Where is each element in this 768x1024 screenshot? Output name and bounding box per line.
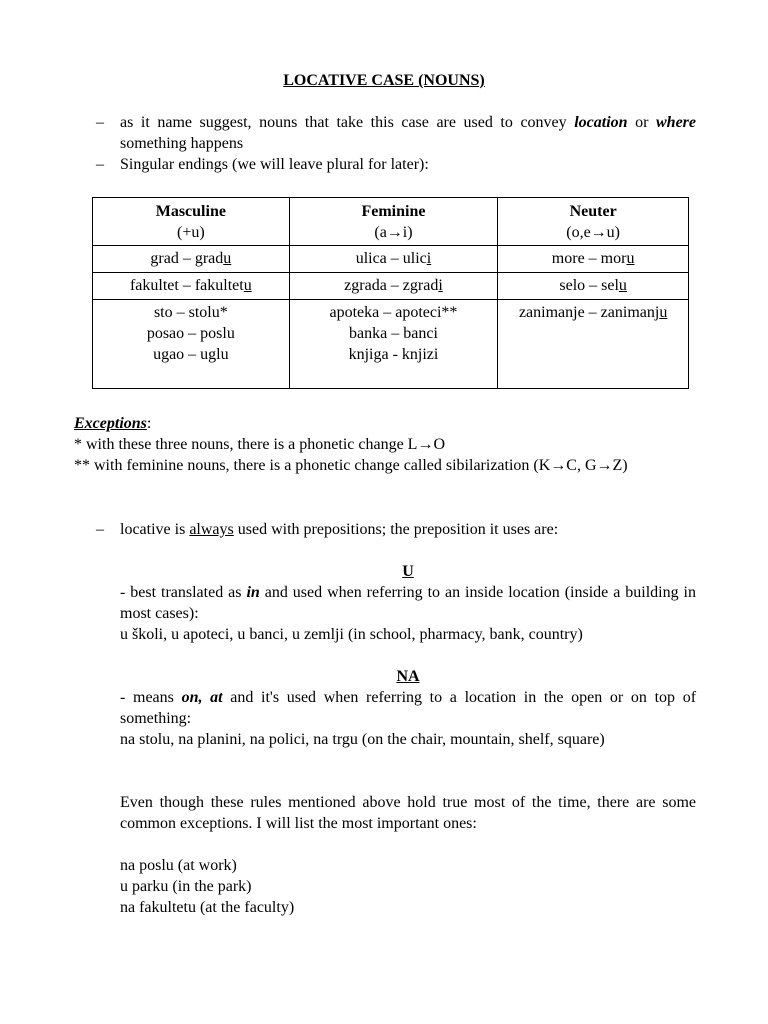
table-cell: zgrada – zgradi [289, 273, 498, 300]
endings-table [92, 197, 689, 389]
common-exceptions-intro: Even though these rules mentioned above hold true most of the time, there are some common exceptions. I will list the most important ones: [120, 794, 696, 832]
table-cell: ulica – ulici [289, 246, 498, 273]
na-section [120, 666, 696, 750]
table-header-row [93, 198, 689, 246]
emphasis-always: always [189, 521, 234, 538]
table-cell: zanimanje – zanimanju [498, 300, 689, 389]
table-cell: sto – stolu* posao – poslu ugao – uglu [93, 300, 290, 389]
table-cell: more – moru [498, 246, 689, 273]
table-cell: grad – gradu [93, 246, 290, 273]
dash-icon [96, 154, 104, 175]
u-heading: U [402, 563, 414, 580]
u-examples: u školi, u apoteci, u banci, u zemlji (in school, pharmacy, bank, country) [120, 626, 583, 643]
page-title: LOCATIVE CASE (NOUNS) [283, 72, 485, 89]
emphasis-where: where [656, 114, 696, 131]
header-neuter: Neuter (o,e→u) [498, 198, 689, 246]
u-description: - best translated as in and used when referring to an inside location (inside a building in most cases): [120, 584, 696, 622]
u-section [120, 561, 696, 645]
na-heading: NA [396, 668, 420, 685]
intro-bullet-endings: – Singular endings (we will leave plural for later): [96, 154, 696, 175]
header-masculine: Masculine (+u) [93, 198, 290, 246]
exception-line-2: ** with feminine nouns, there is a phonetic change called sibilarization (K→C, G→Z) [74, 457, 628, 474]
list-item: na poslu (at work) [120, 857, 237, 874]
table-cell: selo – selu [498, 273, 689, 300]
exceptions-heading: Exceptions: [74, 415, 152, 432]
table-cell: apoteka – apoteci** banka – banci knjiga - knjizi [289, 300, 498, 389]
intro-bullet-purpose: – as it name suggest, nouns that take this case are used to convey location or where something happens [96, 112, 696, 154]
list-item: na fakultetu (at the faculty) [120, 899, 295, 916]
dash-icon [96, 519, 104, 540]
table-row [93, 300, 689, 389]
na-examples: na stolu, na planini, na polici, na trgu (on the chair, mountain, shelf, square) [120, 731, 605, 748]
table-cell: fakultet – fakultetu [93, 273, 290, 300]
common-exceptions-list [120, 855, 696, 918]
emphasis-location: location [574, 114, 628, 131]
exception-line-1: * with these three nouns, there is a phonetic change L→O [74, 436, 445, 453]
dash-icon [96, 112, 104, 133]
exceptions-block [74, 413, 698, 476]
intro-list [96, 112, 696, 175]
list-item: u parku (in the park) [120, 878, 252, 895]
na-description: - means on, at and it's used when referring to a location in the open or on top of something: [120, 689, 697, 727]
prepositions-bullet: – locative is always used with prepositions; the preposition it uses are: [96, 519, 696, 540]
table-row [93, 246, 689, 273]
table-row [93, 273, 689, 300]
header-feminine: Feminine (a→i) [289, 198, 498, 246]
